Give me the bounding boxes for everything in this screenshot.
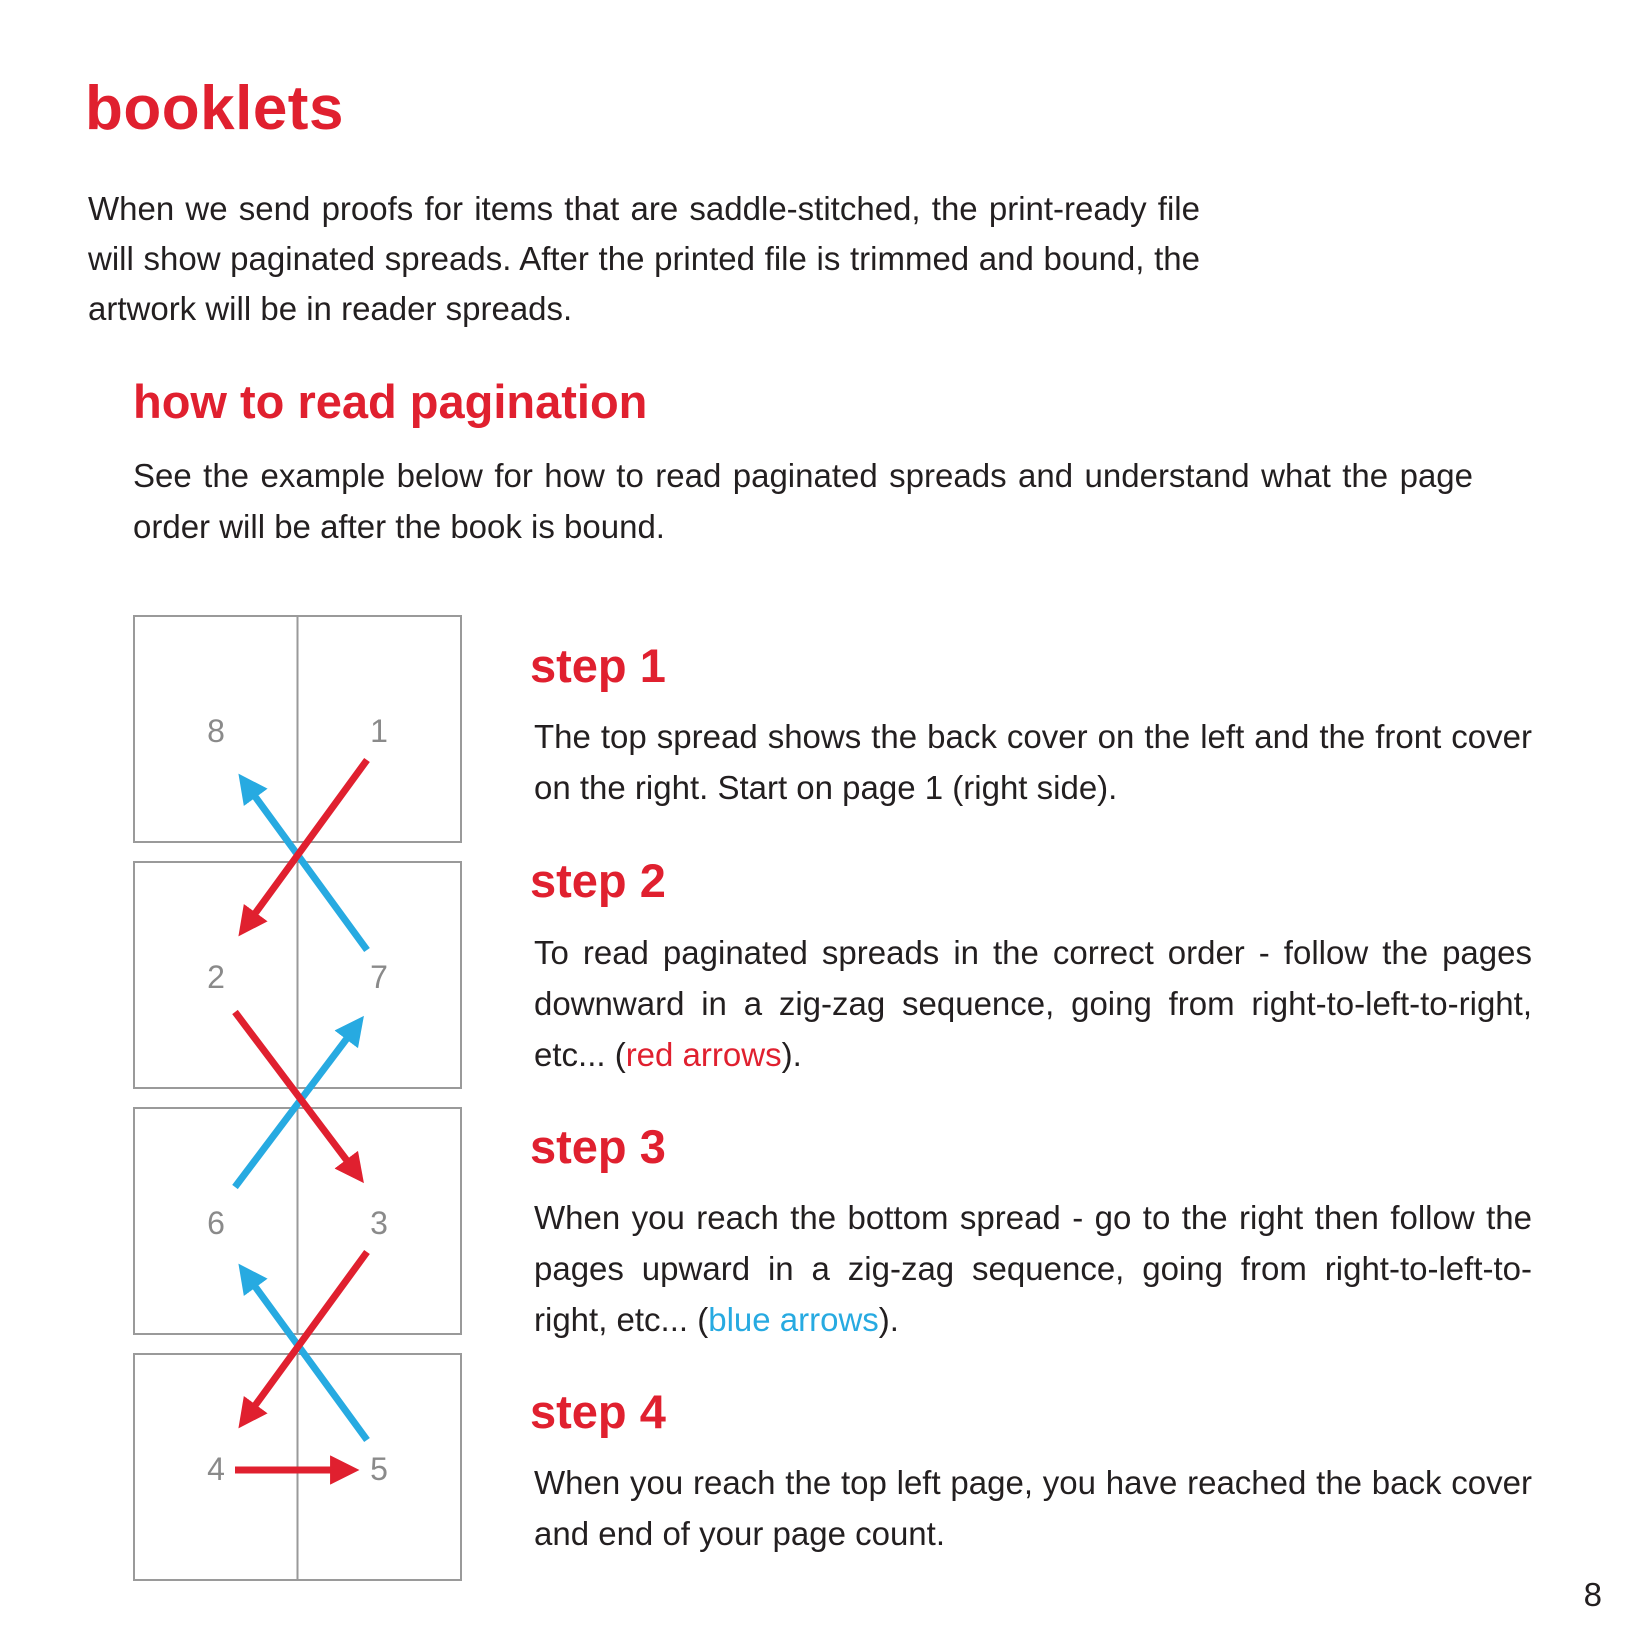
step-1-body: The top spread shows the back cover on the left and the front cover on the right. Start on page 1 (right side). <box>534 718 1532 806</box>
step-3-body-end: ). <box>878 1301 899 1338</box>
section-intro-paragraph: See the example below for how to read paginated spreads and understand what the page order will be after the book is bound. <box>133 457 1473 545</box>
page-number-6: 6 <box>207 1205 225 1241</box>
red-arrow-1-to-2 <box>254 760 367 915</box>
page-title: booklets <box>85 74 344 143</box>
step-2-body-text: To read paginated spreads in the correct order - follow the pages downward in a zig-zag sequence, going from right-to-left-to-right, etc... ( <box>534 934 1532 1073</box>
step-4-heading: step 4 <box>530 1385 666 1438</box>
red-arrow-2-to-3 <box>235 1012 348 1162</box>
blue-arrow-6-to-7 <box>235 1037 348 1187</box>
blue-arrow-5-to-6 <box>254 1285 367 1440</box>
blue-arrows-highlight: blue arrows <box>708 1301 879 1338</box>
page-number-2: 2 <box>207 959 225 995</box>
section-heading: how to read pagination <box>133 375 648 428</box>
intro-paragraph: When we send proofs for items that are saddle-stitched, the print-ready file will show paginated spreads. After the printed file is trimmed and bound, the artwork will be in reader spreads. <box>88 190 1200 327</box>
step-2-body-end: ). <box>781 1036 802 1073</box>
step-4-body: When you reach the top left page, you have reached the back cover and end of your page count. <box>534 1464 1532 1552</box>
spread-1 <box>134 616 461 842</box>
step-2-body <box>534 927 1532 1080</box>
step-1-heading: step 1 <box>530 639 666 692</box>
step-2-heading: step 2 <box>530 854 666 907</box>
step-3-heading: step 3 <box>530 1120 666 1173</box>
red-arrows-highlight: red arrows <box>625 1036 782 1073</box>
page-number: 8 <box>1583 1576 1602 1613</box>
page-number-7: 7 <box>370 959 388 995</box>
page-number-3: 3 <box>370 1205 388 1241</box>
spread-2 <box>134 862 461 1088</box>
blue-arrow-7-to-8 <box>254 795 367 950</box>
step-3-body <box>534 1192 1532 1345</box>
spread-3 <box>134 1108 461 1334</box>
step-3-body-text: When you reach the bottom spread - go to the right then follow the pages upward in a zig-zag sequence, going from right-to-left-to-right, etc... ( <box>534 1199 1532 1338</box>
page-number-4: 4 <box>207 1451 225 1487</box>
page-number-5: 5 <box>370 1451 388 1487</box>
page-number-8: 8 <box>207 713 225 749</box>
spread-4 <box>134 1354 461 1580</box>
page-number-1: 1 <box>370 713 388 749</box>
red-arrow-3-to-4 <box>254 1252 367 1407</box>
